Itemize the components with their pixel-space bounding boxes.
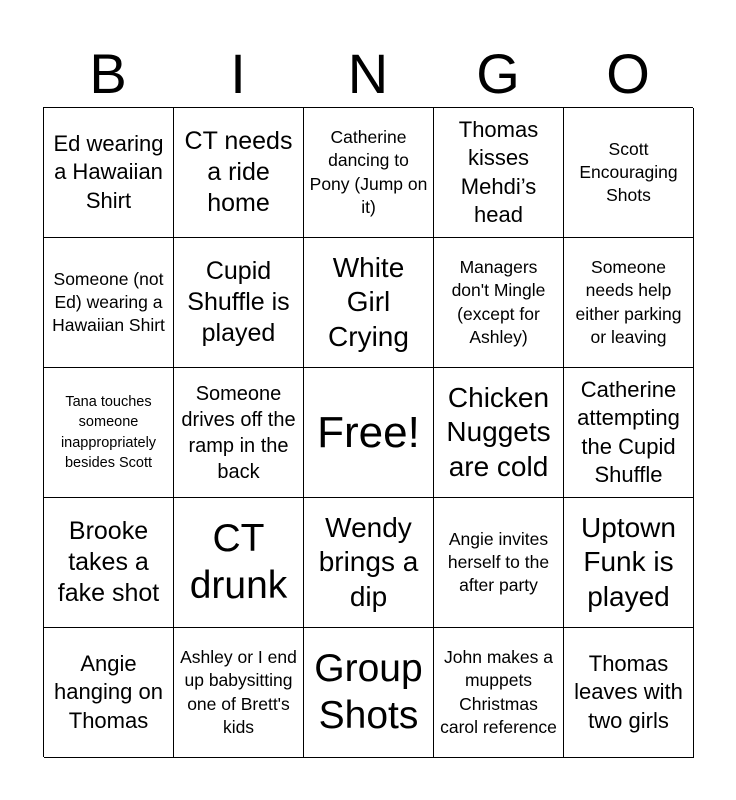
bingo-cell[interactable] [434, 628, 564, 758]
bingo-cell[interactable] [44, 368, 174, 498]
bingo-cell[interactable] [434, 108, 564, 238]
cell-text: Uptown Funk is played [581, 512, 676, 612]
bingo-cell[interactable] [564, 498, 694, 628]
cell-text: Catherine dancing to Pony (Jump on it) [309, 126, 428, 217]
bingo-cell[interactable] [174, 368, 304, 498]
cell-text: Cupid Shuffle is played [187, 256, 290, 348]
bingo-cell[interactable] [304, 628, 434, 758]
cell-text: CT needs a ride home [184, 126, 293, 218]
header-letter-g: G [476, 42, 520, 105]
cell-text: Ashley or I end up babysitting one of Brett's kids [180, 646, 297, 737]
bingo-header [43, 40, 693, 108]
bingo-cell[interactable] [304, 108, 434, 238]
cell-text: Brooke takes a fake shot [57, 516, 160, 608]
cell-text: Catherine attempting the Cupid Shuffle [577, 377, 680, 487]
bingo-cell[interactable] [564, 108, 694, 238]
cell-text: Tana touches someone inappropriately besides Scott [60, 393, 157, 471]
cell-text: Scott Encouraging Shots [579, 138, 678, 206]
bingo-cell[interactable] [564, 628, 694, 758]
header-letter-n: N [347, 42, 389, 105]
bingo-cell[interactable] [174, 498, 304, 628]
free-space[interactable] [304, 368, 434, 498]
bingo-cell[interactable] [564, 238, 694, 368]
cell-text: Free! [317, 407, 420, 457]
cell-text: CT drunk [189, 516, 288, 607]
header-letter-o: O [606, 42, 650, 105]
bingo-cell[interactable] [304, 238, 434, 368]
bingo-cell[interactable] [44, 238, 174, 368]
cell-text: Ed wearing a Hawaiian Shirt [53, 131, 164, 213]
bingo-cell[interactable] [564, 368, 694, 498]
cell-text: Group Shots [314, 646, 423, 737]
bingo-cell[interactable] [434, 238, 564, 368]
bingo-cell[interactable] [44, 498, 174, 628]
cell-text: White Girl Crying [328, 252, 409, 352]
bingo-cell[interactable] [44, 108, 174, 238]
cell-text: Wendy brings a dip [318, 512, 419, 612]
cell-text: John makes a muppets Christmas carol reference [440, 646, 557, 737]
cell-text: Someone drives off the ramp in the back [181, 382, 296, 483]
bingo-cell[interactable] [174, 238, 304, 368]
bingo-cell[interactable] [434, 498, 564, 628]
cell-text: Someone (not Ed) wearing a Hawaiian Shirt [52, 268, 165, 336]
header-letter-b: B [89, 42, 127, 105]
bingo-cell[interactable] [304, 498, 434, 628]
cell-text: Someone needs help either parking or leaving [575, 256, 682, 347]
header-letter-i: I [230, 42, 246, 105]
cell-text: Thomas leaves with two girls [574, 651, 683, 733]
bingo-cell[interactable] [44, 628, 174, 758]
cell-text: Angie invites herself to the after party [447, 528, 550, 596]
bingo-cell[interactable] [174, 108, 304, 238]
cell-text: Thomas kisses Mehdi’s head [458, 117, 539, 227]
cell-text: Managers don't Mingle (except for Ashley) [451, 256, 546, 347]
bingo-board [43, 107, 693, 757]
cell-text: Angie hanging on Thomas [54, 651, 163, 733]
bingo-cell[interactable] [174, 628, 304, 758]
cell-text: Chicken Nuggets are cold [446, 382, 551, 482]
bingo-cell[interactable] [434, 368, 564, 498]
